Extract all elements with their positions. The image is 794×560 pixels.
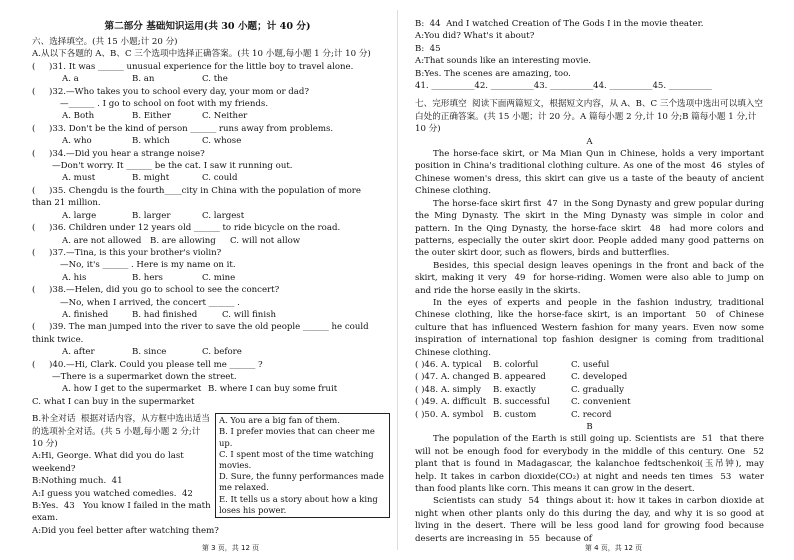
- option: B. larger: [132, 210, 171, 221]
- page-footer: 第 3 页，共 12 页: [201, 543, 260, 552]
- option: C. will finish: [222, 309, 277, 320]
- passage-b-paragraph: Scientists can study 54 things about it: how it takes in carbon dioxide at night when other plants only do this during the day, and why it is so good at living in the desert. There will be less good land for growing food because deserts are increasing in 55 because of: [415, 496, 767, 544]
- cloze-option: C. convenient: [571, 397, 631, 408]
- box-option: C. I spent most of the time watching movies.: [219, 448, 377, 470]
- option: C. the: [202, 74, 228, 85]
- dialogue-line: B: 44 And I watched Creation of The Gods I in the movie theater.: [415, 19, 704, 29]
- part7-heading: 七、完形填空 阅读下面两篇短文，根据短文内容，从 A、B、C 三个选项中选出可以填入空白处的正确答案。(共 15 小题；计 20 分。A 篇每小题 2 分,计 10 分;B 篇每小题 1 分,计 10 分): [415, 99, 763, 135]
- box-option: B. I prefer movies that can cheer me up.: [219, 426, 378, 448]
- option: A. Both: [62, 111, 95, 122]
- option: C. could: [202, 173, 238, 184]
- question-36: ( )36. Children under 12 years old ______ to ride bicycle on the road.: [32, 223, 341, 234]
- cloze-option: C. gradually: [571, 384, 624, 395]
- dialogue-line: A:Hi, George. What did you do last weekend?: [32, 451, 187, 474]
- question-33: ( )33. Don't be the kind of person ______ runs away from problems.: [32, 123, 334, 134]
- option: A. after: [62, 347, 95, 358]
- options-33: [32, 135, 383, 147]
- page-footer: 第 4 页，共 12 页: [584, 543, 643, 552]
- options-box: [215, 413, 390, 518]
- cloze-option: ( )48. A. simply: [415, 384, 481, 395]
- option: A. how I get to the supermarket: [62, 384, 202, 395]
- cloze-option-row: [415, 359, 764, 371]
- dialogue-line: B:Yes. The scenes are amazing, too.: [415, 68, 571, 79]
- question-37: ( )37.—Tina, is this your brother's violin?: [32, 247, 222, 258]
- option: B. an: [132, 74, 155, 85]
- question-34-reply: —Don't worry. It ______ be the cat. I saw it running out.: [52, 161, 293, 172]
- passage-b-label: B: [586, 422, 593, 432]
- option: C. largest: [202, 210, 245, 221]
- cloze-option: ( )47. A. changed: [415, 372, 490, 383]
- options-40: [32, 383, 383, 395]
- right-page: [397, 0, 794, 560]
- options-35: [32, 210, 383, 222]
- passage-a-label: A: [586, 136, 593, 147]
- box-option: E. It tells us a story about how a king loses his power.: [219, 493, 381, 515]
- question-38-reply: —No, when I arrived, the concert ______ .: [60, 297, 240, 308]
- partA-instruction: A.从以下各题的 A、B、C 三个选项中选择正确答案。(共 10 小题,每小题 1 分;计 10 分): [32, 49, 371, 60]
- dialogue-line: B:Nothing much. 41: [32, 476, 129, 487]
- option: C. will not allow: [230, 235, 301, 246]
- cloze-option: ( )49. A. difficult: [415, 397, 487, 408]
- option: A. large: [62, 210, 97, 221]
- cloze-option: B. appeared: [493, 372, 546, 383]
- section-title: 第二部分 基础知识运用(共 30 小题；计 40 分): [104, 21, 311, 32]
- question-37-reply: —No, it's ______ . Here is my name on it.: [60, 260, 236, 271]
- cloze-option: B. custom: [493, 409, 537, 420]
- option: B. where I can buy some fruit: [208, 384, 338, 395]
- cloze-option: ( )46. A. typical: [415, 359, 482, 370]
- option: B. are allowing: [150, 235, 216, 246]
- cloze-option-row: [415, 409, 764, 421]
- option: C. what I can buy in the supermarket: [32, 396, 195, 407]
- passage-a-paragraph: The horse-face skirt, or Ma Mian Qun in Chinese, holds a very important position in China's traditional clothing culture. As one of the most 46 styles of Chinese women's dress, this skirt can give us a taste of the beauty of ancient Chinese clothing.: [415, 149, 767, 197]
- option: C. before: [202, 347, 242, 358]
- options-38: [32, 309, 383, 321]
- option: C. whose: [202, 136, 242, 147]
- dialogue-line: A:Did you feel better after watching them?: [32, 525, 219, 536]
- cloze-option: B. exactly: [493, 384, 536, 395]
- option: A. his: [62, 272, 87, 283]
- option: B. Either: [132, 111, 171, 122]
- option: B. might: [132, 173, 170, 184]
- passage-a-paragraph: In the eyes of experts and people in the fashion industry, traditional Chinese clothing, like the horse-face skirt, is an important 50 of Chinese culture that has influenced Western fashion for many years. Even now some inspiration of international top fashion designer is coming from traditional Chinese clothing.: [415, 297, 767, 358]
- cloze-option-row: [415, 396, 764, 408]
- question-39: ( )39. The man jumped into the river to save the old people ______ he could think twice.: [32, 322, 372, 345]
- passage-b-paragraph: The population of the Earth is still going up. Scientists are 51 that there will not be enough food for everybody in the middle of this century. One 52 plant that is found in Madagascar, the kalanchoe fedtschenkoi(玉吊钟), may help. It takes in carbon dioxide(CO₂) at night and needs ten times 53 water than food plants like corn. This means it can grow in the desert.: [415, 434, 770, 495]
- question-32-reply: —______ . I go to school on foot with my friends.: [60, 99, 269, 110]
- options-37: [32, 272, 383, 284]
- partB-instruction: B.补全对话 根据对话内容，从方框中选出适当的选项补全对话。(共 5 小题,每小题 2 分;计 10 分): [32, 414, 210, 449]
- cloze-option: ( )50. A. symbol: [415, 409, 484, 420]
- question-38: ( )38.—Helen, did you go to school to see the concert?: [32, 285, 280, 296]
- dialogue-line: A:I guess you watched comedies. 42: [32, 488, 199, 499]
- cloze-option: B. colorful: [493, 359, 539, 370]
- option: A. a: [62, 74, 79, 85]
- question-34: ( )34.—Did you hear a strange noise?: [32, 148, 205, 159]
- options-32: [32, 110, 383, 122]
- options-31: [32, 73, 383, 85]
- option: B. since: [132, 347, 167, 358]
- cloze-option: B. successful: [493, 397, 550, 408]
- cloze-option-row: [415, 371, 764, 383]
- option: B. which: [132, 136, 170, 147]
- option: B. had finished: [132, 309, 198, 320]
- box-option: D. Sure, the funny performances made me relaxed.: [219, 471, 387, 493]
- option: A. who: [62, 136, 92, 147]
- options-34: [32, 172, 383, 184]
- passage-a-paragraph: Besides, this special design leaves openings in the front and back of the skirt, making it very 49 for horse-riding. Women were also able to jump on and ride the horse easily in the skirts.: [415, 260, 767, 296]
- partB-section: [32, 413, 387, 537]
- cloze-option: C. record: [571, 409, 612, 420]
- dialogue-line: A:That sounds like an interesting movie.: [415, 56, 592, 67]
- question-35: ( )35. Chengdu is the fourth____city in China with the population of more than 21 million.: [32, 185, 364, 209]
- cloze-option-row: [415, 384, 764, 396]
- dialogue-line: B:Yes. 43 You know I failed in the math exam.: [32, 501, 214, 524]
- options-40-row2: [32, 396, 383, 408]
- option: C. mine: [202, 272, 236, 283]
- dialogue-line: B: 45: [415, 43, 447, 54]
- question-31: ( )31. It was ______ unusual experience for the little boy to travel alone.: [32, 61, 354, 72]
- cloze-option: C. developed: [571, 372, 628, 383]
- question-40: ( )40.—Hi, Clark. Could you please tell me ______ ?: [32, 359, 263, 370]
- question-40-reply: —There is a supermarket down the street.: [52, 371, 237, 382]
- part6-heading: 六、选择填空。(共 15 小题;计 20 分): [32, 37, 178, 47]
- option: A. are not allowed: [62, 235, 142, 246]
- question-32: ( )32.—Who takes you to school every day, your mom or dad?: [32, 86, 310, 97]
- options-39: [32, 346, 383, 358]
- box-option: A. You are a big fan of them.: [219, 415, 340, 426]
- options-36: [32, 235, 383, 247]
- option: A. finished: [62, 309, 109, 320]
- option: C. Neither: [202, 111, 248, 122]
- option: B. hers: [132, 272, 163, 283]
- cloze-option: C. useful: [571, 359, 610, 370]
- passage-a-paragraph: The horse-face skirt first 47 in the Song Dynasty and grew popular during the Ming Dynasty. The skirt in the Ming Dynasty was simple in color and pattern. In the Qing Dynasty, the horse-face skirt 48 had more colors and patterns, especially the outer skirt door. People added many good patterns on the outer skirt door, such as flowers, birds and butterflies.: [415, 198, 767, 259]
- answer-line: 41. __________42. __________43. __________44. __________45. __________: [415, 81, 712, 92]
- dialogue-line: A:You did? What's it about?: [415, 31, 535, 42]
- option: A. must: [62, 173, 96, 184]
